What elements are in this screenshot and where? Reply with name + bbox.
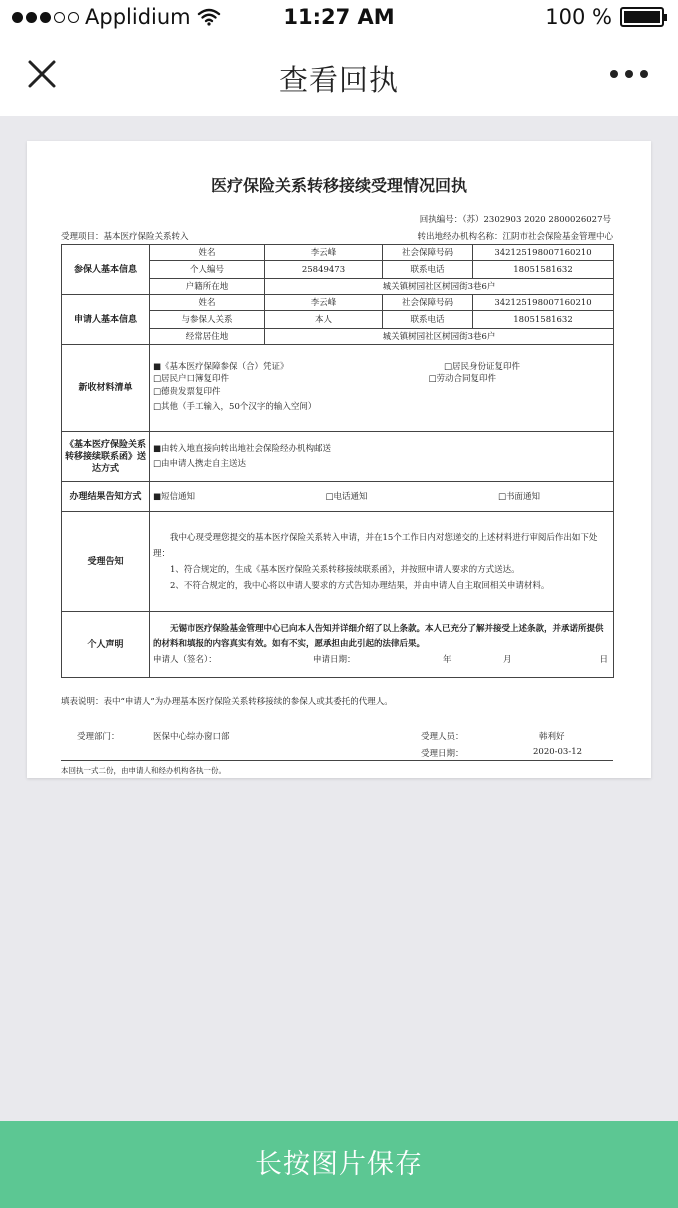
notify-options bbox=[150, 482, 614, 512]
materials-list bbox=[150, 345, 614, 432]
date-label: 申请日期： bbox=[313, 654, 356, 665]
year-label: 年 bbox=[443, 654, 452, 665]
notify-option: □电话通知 bbox=[325, 491, 368, 502]
dept-label: 受理部门： bbox=[77, 732, 120, 742]
dept-value: 医保中心综办窗口部 bbox=[153, 732, 230, 742]
save-image-button[interactable]: 长按图片保存 bbox=[0, 1121, 678, 1208]
receipt-project: 受理项目：基本医疗保险关系转入 bbox=[61, 232, 189, 242]
accept-label: 受理告知 bbox=[62, 512, 150, 612]
staff-value: 韩利好 bbox=[539, 732, 565, 742]
applicant-ssno-label: 社会保障号码 bbox=[383, 295, 473, 311]
material-item: □居民户口簿复印件 bbox=[153, 374, 230, 384]
material-item: □居民身份证复印件 bbox=[443, 362, 520, 372]
material-item: ■《基本医疗保障参保（合）凭证》 bbox=[153, 362, 289, 372]
accept-date-label: 受理日期： bbox=[421, 749, 464, 759]
materials-label: 新收材料清单 bbox=[62, 345, 150, 432]
material-item: □德贵发票复印件 bbox=[153, 387, 221, 397]
declaration-label: 个人声明 bbox=[62, 612, 150, 678]
insured-phone: 18051581632 bbox=[473, 261, 614, 279]
insured-personal-no-label: 个人编号 bbox=[150, 261, 265, 279]
sign-label: 申请人（签名）： bbox=[153, 654, 217, 665]
battery-percent: 100 % bbox=[545, 5, 612, 29]
receipt-image[interactable] bbox=[27, 141, 651, 778]
applicant-section-label: 申请人基本信息 bbox=[62, 295, 150, 345]
receipt-form-table bbox=[61, 244, 614, 678]
applicant-residence: 城关镇树园社区树园街3巷6户 bbox=[265, 329, 614, 345]
divider bbox=[61, 760, 613, 761]
applicant-phone-label: 联系电话 bbox=[383, 311, 473, 329]
applicant-name-label: 姓名 bbox=[150, 295, 265, 311]
fill-note: 填表说明：表中“申请人”为办理基本医疗保险关系转移接续的参保人或其委托的代理人。 bbox=[61, 697, 393, 707]
page-title: 查看回执 bbox=[278, 63, 399, 97]
carrier-label: Applidium bbox=[85, 5, 191, 29]
applicant-residence-label: 经常居住地 bbox=[150, 329, 265, 345]
insured-section-label: 参保人基本信息 bbox=[62, 245, 150, 295]
accept-paragraph: 2、不符合规定的，我中心将以申请人要求的方式告知办理结果，并由申请人自主取回相关申请材料。 bbox=[170, 580, 550, 591]
insured-personal-no: 25849473 bbox=[265, 261, 383, 279]
applicant-name: 李云峰 bbox=[265, 295, 383, 311]
accept-text bbox=[150, 512, 614, 612]
nav-bar bbox=[0, 36, 678, 116]
applicant-relation-label: 与参保人关系 bbox=[150, 311, 265, 329]
insured-name: 李云峰 bbox=[265, 245, 383, 261]
status-right bbox=[545, 5, 664, 29]
status-time: 11:27 AM bbox=[283, 5, 395, 29]
insured-hukou-label: 户籍所在地 bbox=[150, 279, 265, 295]
insured-phone-label: 联系电话 bbox=[383, 261, 473, 279]
receipt-meta bbox=[61, 230, 613, 242]
declaration-text: 无锡市医疗保险基金管理中心已向本人告知并详细介绍了以上条款。本人已充分了解并接受上述条款，并承诺所提供的材料和填报的内容真实有效。如有不实，愿承担由此引起的法律后果。 bbox=[153, 623, 604, 649]
applicant-phone: 18051581632 bbox=[473, 311, 614, 329]
status-bar bbox=[0, 0, 678, 36]
staff-label: 受理人员： bbox=[421, 732, 464, 742]
battery-icon bbox=[620, 7, 664, 27]
applicant-relation: 本人 bbox=[265, 311, 383, 329]
material-item: □其他（手工输入，50个汉字的输入空间） bbox=[153, 402, 317, 412]
insured-name-label: 姓名 bbox=[150, 245, 265, 261]
receipt-transfer-org: 转出地经办机构名称：江阴市社会保险基金管理中心 bbox=[417, 232, 613, 242]
notify-label: 办理结果告知方式 bbox=[62, 482, 150, 512]
more-icon[interactable] bbox=[610, 70, 648, 78]
copy-note: 本回执一式二份，由申请人和经办机构各执一份。 bbox=[61, 766, 226, 775]
receipt-title: 医疗保险关系转移接续受理情况回执 bbox=[210, 176, 467, 195]
declaration-cell bbox=[150, 612, 614, 678]
accept-paragraph: 我中心现受理您提交的基本医疗保险关系转入申请，并在15个工作日内对您递交的上述材料进行审阅后作出如下处理： bbox=[153, 532, 598, 559]
delivery-label: 《基本医疗保险关系转移接续联系函》送达方式 bbox=[62, 432, 150, 482]
delivery-option: ■由转入地直接向转出地社会保险经办机构邮送 bbox=[153, 443, 332, 454]
insured-ssno-label: 社会保障号码 bbox=[383, 245, 473, 261]
accept-paragraph: 1、符合规定的，生成《基本医疗保险关系转移接续联系函》，并按照申请人要求的方式送达。 bbox=[170, 564, 520, 575]
delivery-options bbox=[150, 432, 614, 482]
insured-ssno: 342125198007160210 bbox=[473, 245, 614, 261]
notify-option: ■短信通知 bbox=[153, 491, 196, 502]
insured-hukou: 城关镇树园社区树园街3巷6户 bbox=[265, 279, 614, 295]
material-item: □劳动合同复印件 bbox=[428, 374, 496, 384]
day-label: 日 bbox=[599, 654, 608, 665]
receipt-number: 回执编号：（苏）2302903 2020 2800026027号 bbox=[419, 215, 611, 225]
applicant-ssno: 342125198007160210 bbox=[473, 295, 614, 311]
accept-date-value: 2020-03-12 bbox=[533, 747, 583, 757]
month-label: 月 bbox=[503, 654, 512, 665]
notify-option: □书面通知 bbox=[497, 491, 540, 502]
delivery-option: □由申请人携走自主送达 bbox=[153, 458, 247, 469]
